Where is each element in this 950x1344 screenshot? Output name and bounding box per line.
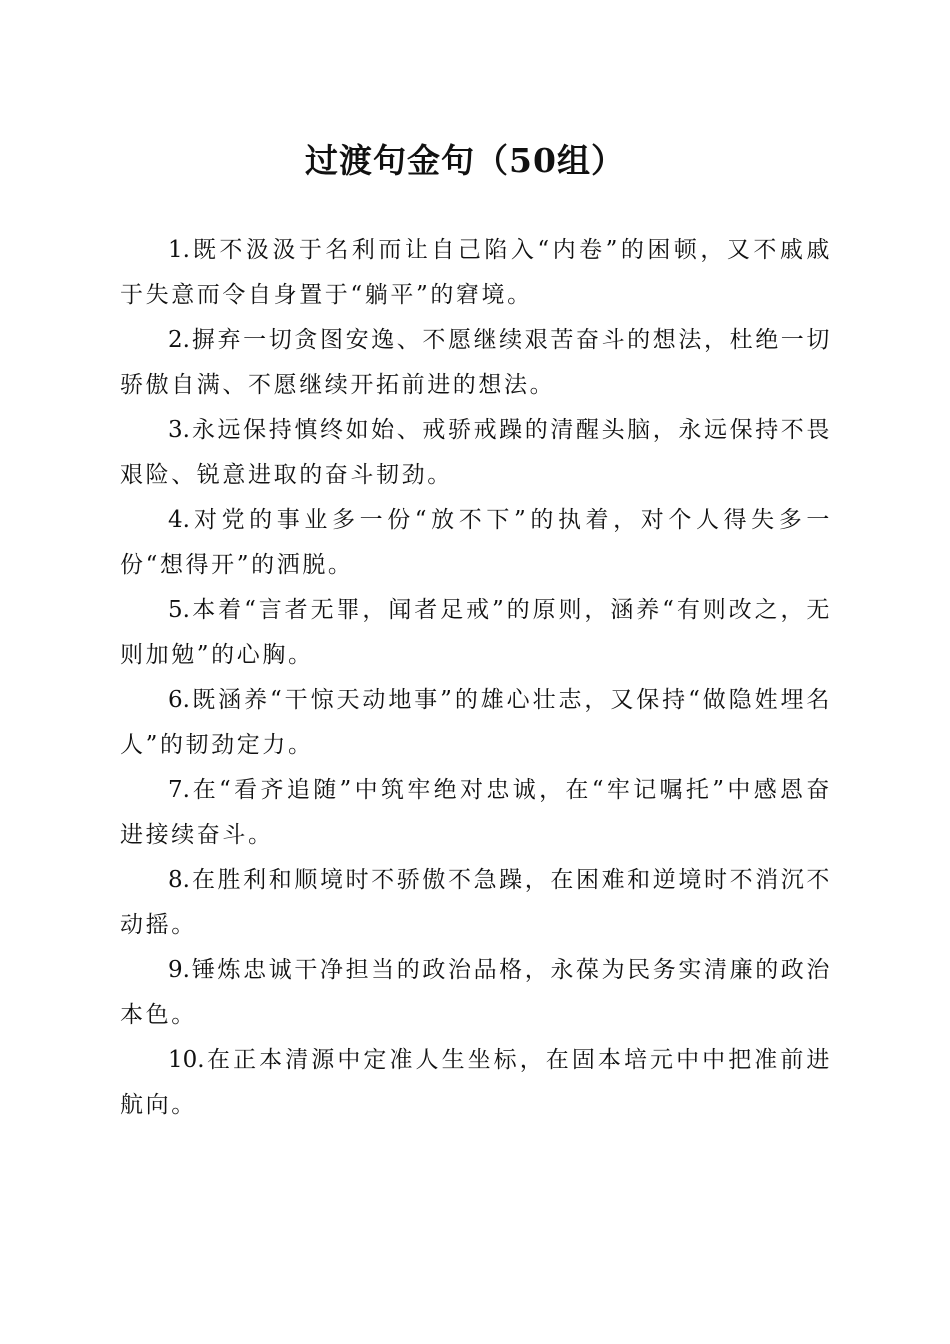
document-title: 过渡句金句（50组） — [305, 141, 625, 180]
item-number: 1. — [168, 237, 190, 263]
item-number: 4. — [168, 507, 190, 533]
item-text: 既涵养“干惊天动地事”的雄心壮志，又保持“做隐姓埋名人”的韧劲定力。 — [120, 687, 832, 758]
item-number: 5. — [168, 597, 190, 623]
item-number: 10. — [168, 1047, 205, 1073]
item-text: 在胜利和顺境时不骄傲不急躁，在困难和逆境时不消沉不动摇。 — [120, 867, 832, 938]
item-text: 在“看齐追随”中筑牢绝对忠诚，在“牢记嘱托”中感恩奋进接续奋斗。 — [120, 777, 832, 848]
item-text: 锤炼忠诚干净担当的政治品格，永葆为民务实清廉的政治本色。 — [120, 957, 832, 1028]
item-text: 摒弃一切贪图安逸、不愿继续艰苦奋斗的想法，杜绝一切骄傲自满、不愿继续开拓前进的想法。 — [120, 327, 832, 398]
item-number: 7. — [168, 777, 190, 803]
item-number: 2. — [168, 327, 190, 353]
item-number: 6. — [168, 687, 190, 713]
list-item — [120, 408, 832, 498]
document-body — [120, 228, 832, 1128]
item-text: 永远保持慎终如始、戒骄戒躁的清醒头脑，永远保持不畏艰险、锐意进取的奋斗韧劲。 — [120, 417, 832, 488]
list-item — [120, 498, 832, 588]
list-item — [120, 858, 832, 948]
item-text: 对党的事业多一份“放不下”的执着，对个人得失多一份“想得开”的洒脱。 — [120, 507, 832, 578]
item-number: 9. — [168, 957, 190, 983]
list-item — [120, 1038, 832, 1128]
list-item — [120, 318, 832, 408]
item-number: 3. — [168, 417, 190, 443]
list-item — [120, 228, 832, 318]
item-text: 本着“言者无罪，闻者足戒”的原则，涵养“有则改之，无则加勉”的心胸。 — [120, 597, 832, 668]
list-item — [120, 678, 832, 768]
list-item — [120, 768, 832, 858]
list-item — [120, 588, 832, 678]
item-text: 在正本清源中定准人生坐标，在固本培元中中把准前进航向。 — [120, 1047, 832, 1118]
item-number: 8. — [168, 867, 190, 893]
list-item — [120, 948, 832, 1038]
item-text: 既不汲汲于名利而让自己陷入“内卷”的困顿，又不戚戚于失意而令自身置于“躺平”的窘境。 — [120, 237, 832, 308]
